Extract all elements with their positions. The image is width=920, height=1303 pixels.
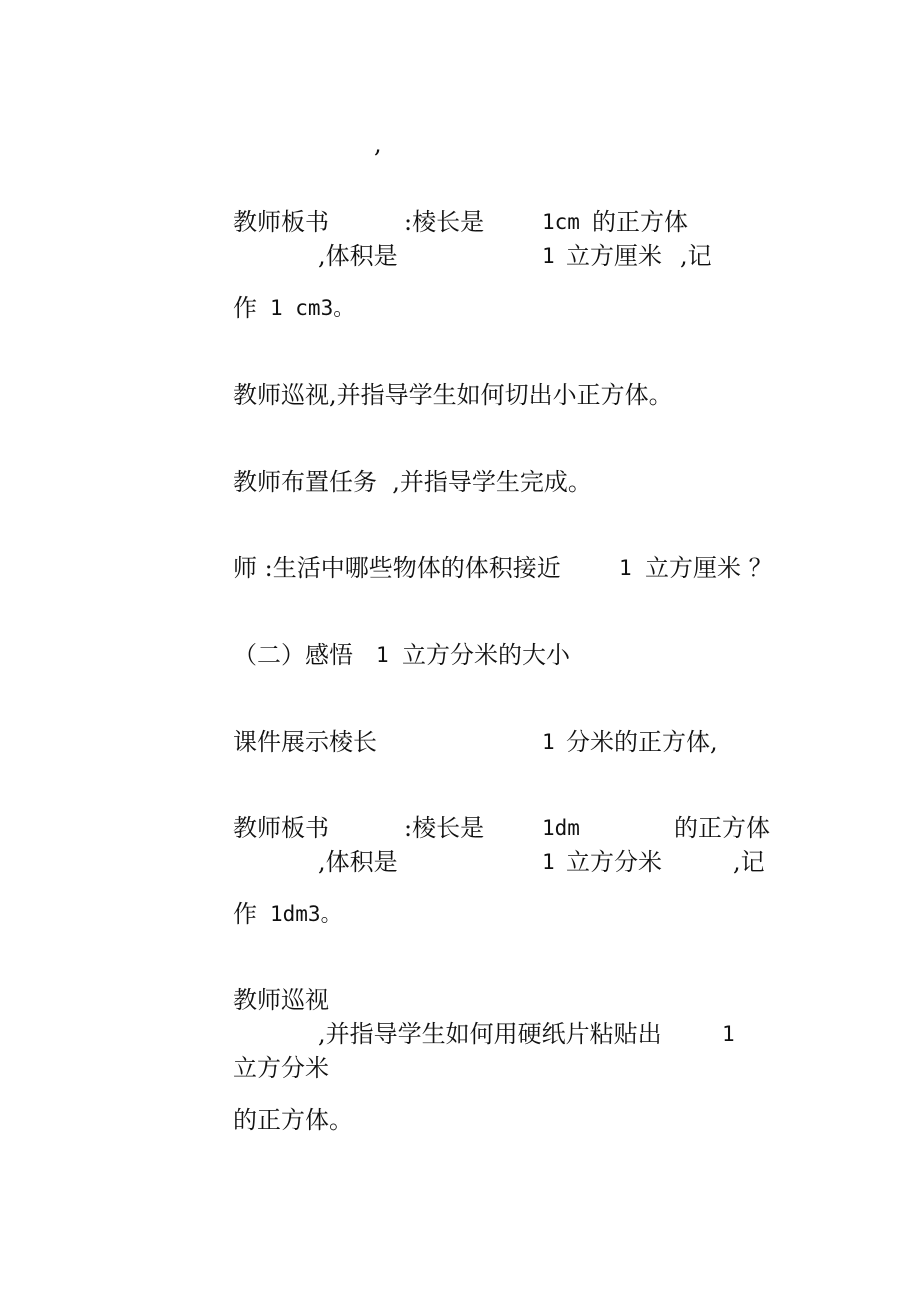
p7-as: 作 (233, 900, 257, 928)
p1-one: 1 (542, 244, 555, 268)
p7-volume-is: ,体积是 (318, 848, 398, 876)
p1-cube: 的正方体 (592, 208, 688, 236)
p1-1cm: 1cm (542, 210, 580, 234)
p4-one: 1 (619, 556, 632, 580)
p4-cubic-cm: 立方厘米 ？ (645, 554, 773, 582)
p8-one: 1 (722, 1022, 735, 1046)
p1-as: 作 (233, 294, 257, 322)
p7-teacher-board: 教师板书 (233, 814, 329, 842)
p2-text: 教师巡视,并指导学生如何切出小正方体。 (233, 381, 673, 409)
p1-noted: ,记 (680, 242, 712, 270)
p7-noted: ,记 (733, 848, 765, 876)
stray-comma: , (374, 130, 382, 158)
p1-teacher-board: 教师板书 (233, 208, 329, 236)
p7-cube: 的正方体 (674, 814, 770, 842)
p1-volume-is: ,体积是 (318, 242, 398, 270)
p6-one: 1 (542, 730, 555, 754)
p8-cubic-dm: 立方分米 (233, 1054, 329, 1082)
p3-text: 教师布置任务 ,并指导学生完成。 (233, 468, 592, 496)
p7-1dm: 1dm (542, 816, 580, 840)
p8-guide: ,并指导学生如何用硬纸片粘贴出 (318, 1020, 662, 1048)
p7-one: 1 (542, 850, 555, 874)
p4-question: 师 :生活中哪些物体的体积接近 (233, 554, 561, 582)
p7-unit: 1dm3。 (270, 902, 342, 926)
p1-cubic-cm: 立方厘米 (566, 242, 662, 270)
p8-cube: 的正方体。 (233, 1106, 353, 1134)
p8-teacher-patrol: 教师巡视 (233, 986, 329, 1014)
p6-cube: 分米的正方体, (566, 728, 718, 756)
p7-edge-length: :棱长是 (404, 814, 485, 842)
p7-cubic-dm: 立方分米 (566, 848, 662, 876)
p1-unit: 1 cm3。 (270, 296, 355, 320)
p5-one: 1 (376, 643, 389, 667)
p5-heading-rest: 立方分米的大小 (402, 641, 570, 669)
p5-section-heading: （二）感悟 (233, 641, 353, 669)
p1-edge-length: :棱长是 (404, 208, 485, 236)
p6-courseware: 课件展示棱长 (233, 728, 377, 756)
